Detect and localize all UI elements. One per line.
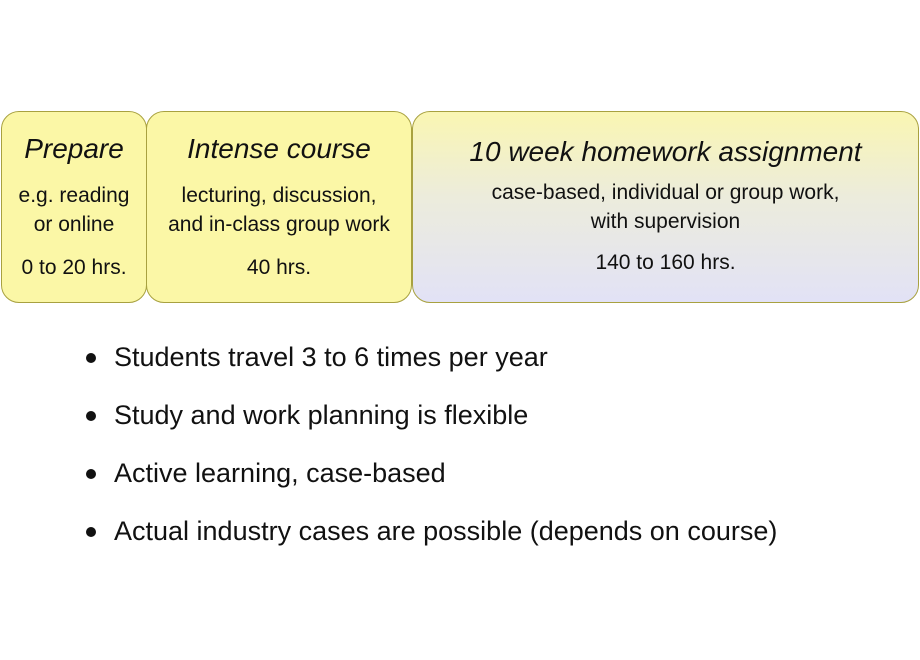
bullet-text-industry-cases: Actual industry cases are possible (depends on course)	[114, 516, 778, 546]
phase-homework-title: 10 week homework assignment	[469, 136, 862, 167]
bullet-dot-icon	[86, 469, 96, 479]
bullet-dot-icon	[86, 527, 96, 537]
bullet-item-planning	[84, 394, 777, 452]
bullet-item-active-learning	[84, 452, 777, 510]
phase-course-description-line-2: and in-class group work	[168, 213, 390, 236]
bullet-item-travel	[84, 336, 777, 394]
phase-prepare-description	[2, 181, 146, 239]
phase-course-hours: 40 hrs.	[246, 256, 312, 279]
phase-course-description-line-1: lecturing, discussion,	[181, 184, 377, 207]
phase-homework-hours: 140 to 160 hrs.	[595, 251, 736, 274]
phase-homework-description-line-2: with supervision	[590, 210, 741, 233]
bullet-dot-icon	[86, 353, 96, 363]
bullet-text-travel: Students travel 3 to 6 times per year	[114, 342, 548, 372]
bullet-text-active-learning: Active learning, case-based	[114, 458, 446, 488]
phase-homework-description	[413, 178, 918, 236]
phase-prepare-description-line-1: e.g. reading	[18, 184, 130, 207]
phase-prepare-hours: 0 to 20 hrs.	[21, 256, 127, 279]
phase-prepare-box	[1, 111, 147, 303]
bullet-item-industry-cases	[84, 510, 777, 568]
phase-course-box	[146, 111, 412, 303]
phase-homework-description-line-1: case-based, individual or group work,	[491, 181, 840, 204]
phase-homework-box	[412, 111, 919, 303]
bullet-text-planning: Study and work planning is flexible	[114, 400, 529, 430]
phase-prepare-title: Prepare	[24, 133, 124, 164]
phase-course-title: Intense course	[187, 133, 371, 164]
bullet-list	[84, 336, 777, 568]
bullet-dot-icon	[86, 411, 96, 421]
phase-prepare-description-line-2: or online	[33, 213, 115, 236]
phase-course-description	[147, 181, 411, 239]
